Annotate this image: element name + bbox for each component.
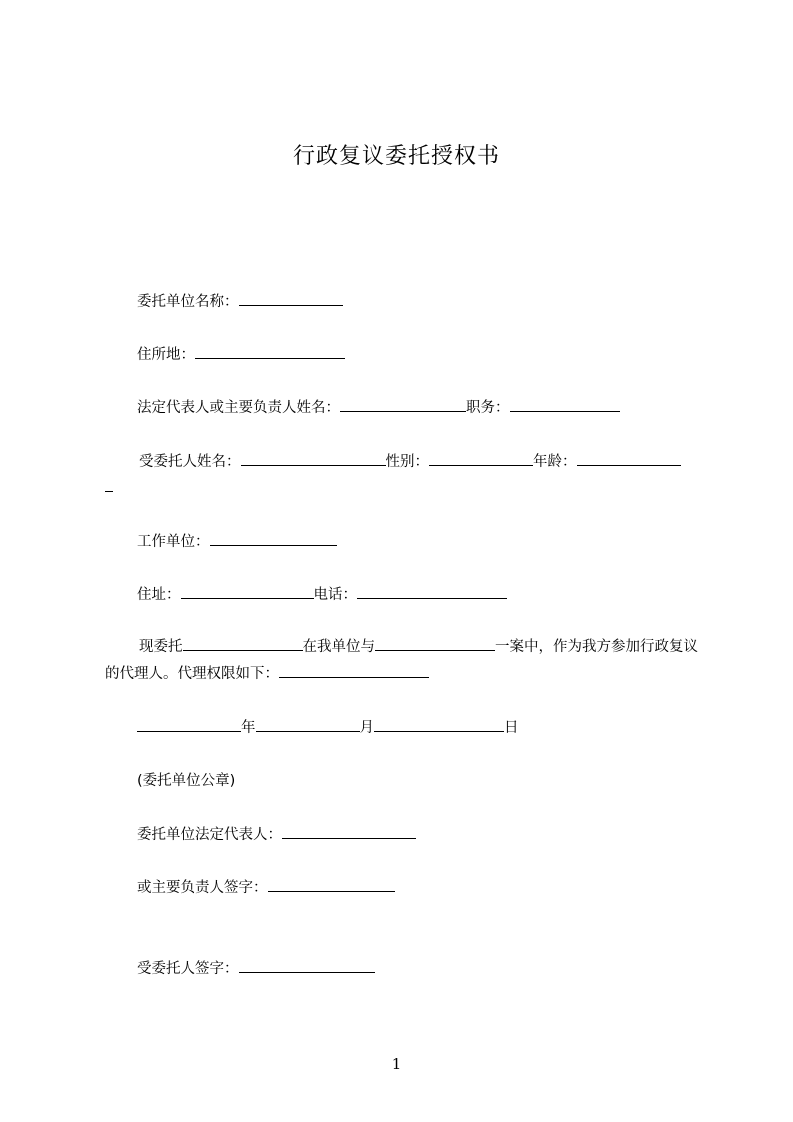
work-unit-label: 工作单位： — [137, 534, 210, 550]
phone-label: 电话： — [313, 587, 357, 603]
address-blank[interactable] — [195, 345, 345, 359]
trustee-name-label: 受委托人姓名： — [139, 454, 241, 470]
authorization-part3: 一案中，作为我方参加行政复议的代理人。代理权限如下： — [105, 639, 698, 682]
work-unit-line — [137, 532, 337, 552]
responsible-signature-blank[interactable] — [268, 878, 395, 892]
responsible-signature-line — [137, 878, 395, 898]
year-blank[interactable] — [137, 718, 241, 732]
trustee-blank[interactable] — [183, 637, 303, 651]
trustee-line — [139, 452, 681, 472]
age-blank-overflow-line — [105, 478, 113, 498]
authorization-part2: 在我单位与 — [302, 639, 375, 655]
legal-rep-blank[interactable] — [340, 398, 466, 412]
day-label: 日 — [504, 720, 519, 736]
trustee-signature-blank[interactable] — [239, 959, 375, 973]
trustee-signature-label: 受委托人签字： — [137, 961, 239, 977]
legal-rep-signature-blank[interactable] — [282, 825, 416, 839]
unit-name-label: 委托单位名称： — [137, 294, 239, 310]
case-party-blank[interactable] — [375, 637, 495, 651]
age-label: 年龄： — [533, 454, 577, 470]
residence-blank[interactable] — [181, 585, 314, 599]
position-blank[interactable] — [510, 398, 620, 412]
residence-label: 住址： — [137, 587, 181, 603]
trustee-name-blank[interactable] — [241, 452, 386, 466]
page-number: 1 — [391, 1055, 402, 1073]
authorization-paragraph — [105, 634, 705, 688]
legal-rep-line — [137, 398, 620, 418]
legal-rep-signature-label: 委托单位法定代表人： — [137, 827, 282, 843]
legal-rep-label: 法定代表人或主要负责人姓名： — [137, 400, 340, 416]
day-blank[interactable] — [374, 718, 504, 732]
trustee-signature-line — [137, 959, 375, 979]
address-line — [137, 345, 345, 365]
work-unit-blank[interactable] — [210, 532, 337, 546]
address-label: 住所地： — [137, 347, 195, 363]
year-label: 年 — [241, 720, 256, 736]
date-line — [137, 718, 519, 738]
residence-line — [137, 585, 507, 605]
age-blank-overflow — [105, 478, 113, 492]
seal-label: (委托单位公章) — [137, 773, 236, 789]
phone-blank[interactable] — [357, 585, 507, 599]
authority-blank[interactable] — [279, 664, 429, 678]
legal-rep-signature-line — [137, 825, 416, 845]
gender-label: 性别： — [385, 454, 429, 470]
document-title: 行政复议委托授权书 — [292, 144, 500, 169]
month-label: 月 — [359, 720, 374, 736]
unit-name-blank[interactable] — [239, 292, 343, 306]
authorization-part1: 现委托 — [139, 639, 183, 655]
month-blank[interactable] — [256, 718, 360, 732]
responsible-signature-label: 或主要负责人签字： — [137, 880, 268, 896]
age-blank[interactable] — [577, 452, 681, 466]
gender-blank[interactable] — [429, 452, 533, 466]
unit-name-line — [137, 292, 343, 312]
position-label: 职务： — [466, 400, 510, 416]
